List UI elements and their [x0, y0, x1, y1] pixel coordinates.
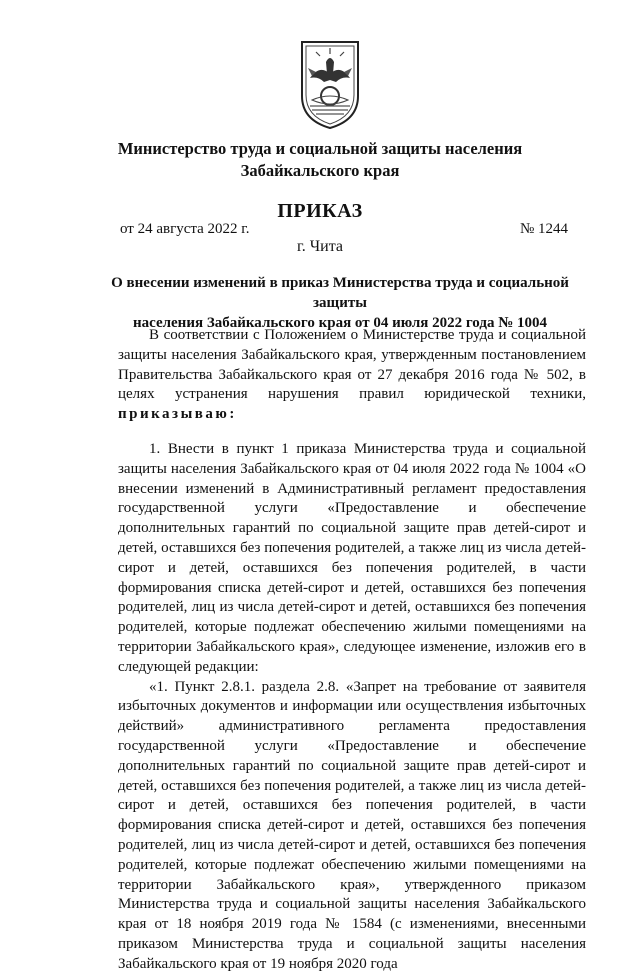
order-city: г. Чита — [296, 238, 343, 255]
order-body — [118, 440, 586, 975]
coat-of-arms-emblem — [296, 38, 364, 130]
ministry-name-line2: Забайкальского края — [240, 161, 400, 180]
order-subject-line1: О внесении изменений в приказ Министерства труда и социальной защиты — [111, 275, 569, 311]
order-title: ПРИКАЗ — [277, 200, 363, 222]
order-word: приказываю: — [118, 406, 237, 423]
ministry-name — [60, 138, 580, 182]
order-date: от 24 августа 2022 г. — [120, 221, 250, 237]
ministry-name-line1: Министерство труда и социальной защиты населения — [117, 139, 523, 158]
preamble-paragraph — [118, 326, 586, 425]
order-subject-line2: населения Забайкальского края от 04 июля 2022 года № 1004 — [132, 315, 548, 331]
body-paragraph-2: «1. Пункт 2.8.1. раздела 2.8. «Запрет на требование от заявителя избыточных документов и информации или осуществления избыточных действий» административного регламента предоставления государственной услуги «Предоставление и обеспечение дополнительных гарантий по социальной защите прав детей-сирот и детей, оставшихся без попечения родителей, а также лиц из числа детей-сирот и детей, оставшихся без попечения родителей, в части формирования списка детей-сирот и детей, оставшихся без попечения родителей, лиц из числа детей-сирот и детей, оставшихся без попечения родителей, которые подлежат обеспечению жилыми помещениями на территории Забайкальского края», утвержденного приказом Министерства труда и социальной защиты населения Забайкальского края от 18 ноября 2019 года № 1584 (с изменениями, внесенными приказом Министерства труда и социальной защиты населения Забайкальского края от 19 ноября 2020 года — [118, 678, 586, 972]
body-paragraph-1: 1. Внести в пункт 1 приказа Министерства труда и социальной защиты населения Забайкальского края от 04 июля 2022 года № 1004 «О внесении изменений в Административный регламент предоставления государственной услуги «Предоставление и обеспечение дополнительных гарантий по социальной защите прав детей-сирот и детей, оставшихся без попечения родителей, а также лиц из числа детей-сирот и детей, оставшихся без попечения родителей, в части формирования списка детей-сирот и детей, оставшихся без попечения родителей, лиц из числа детей-сирот и детей, оставшихся без попечения родителей, которые подлежат обеспечению жилыми помещениями на территории Забайкальского края», следующее изменение, изложив его в следующей редакции: — [118, 441, 586, 675]
order-number: № 1244 — [519, 221, 568, 237]
order-subject — [110, 273, 570, 333]
preamble-text: В соответствии с Положением о Министерстве труда и социальной защиты населения Забайкальского края, утвержденным постановлением Правительства Забайкальского края от 27 декабря 2016 года № 502, в целях устранения нарушения правил юридической техники, — [118, 327, 586, 403]
